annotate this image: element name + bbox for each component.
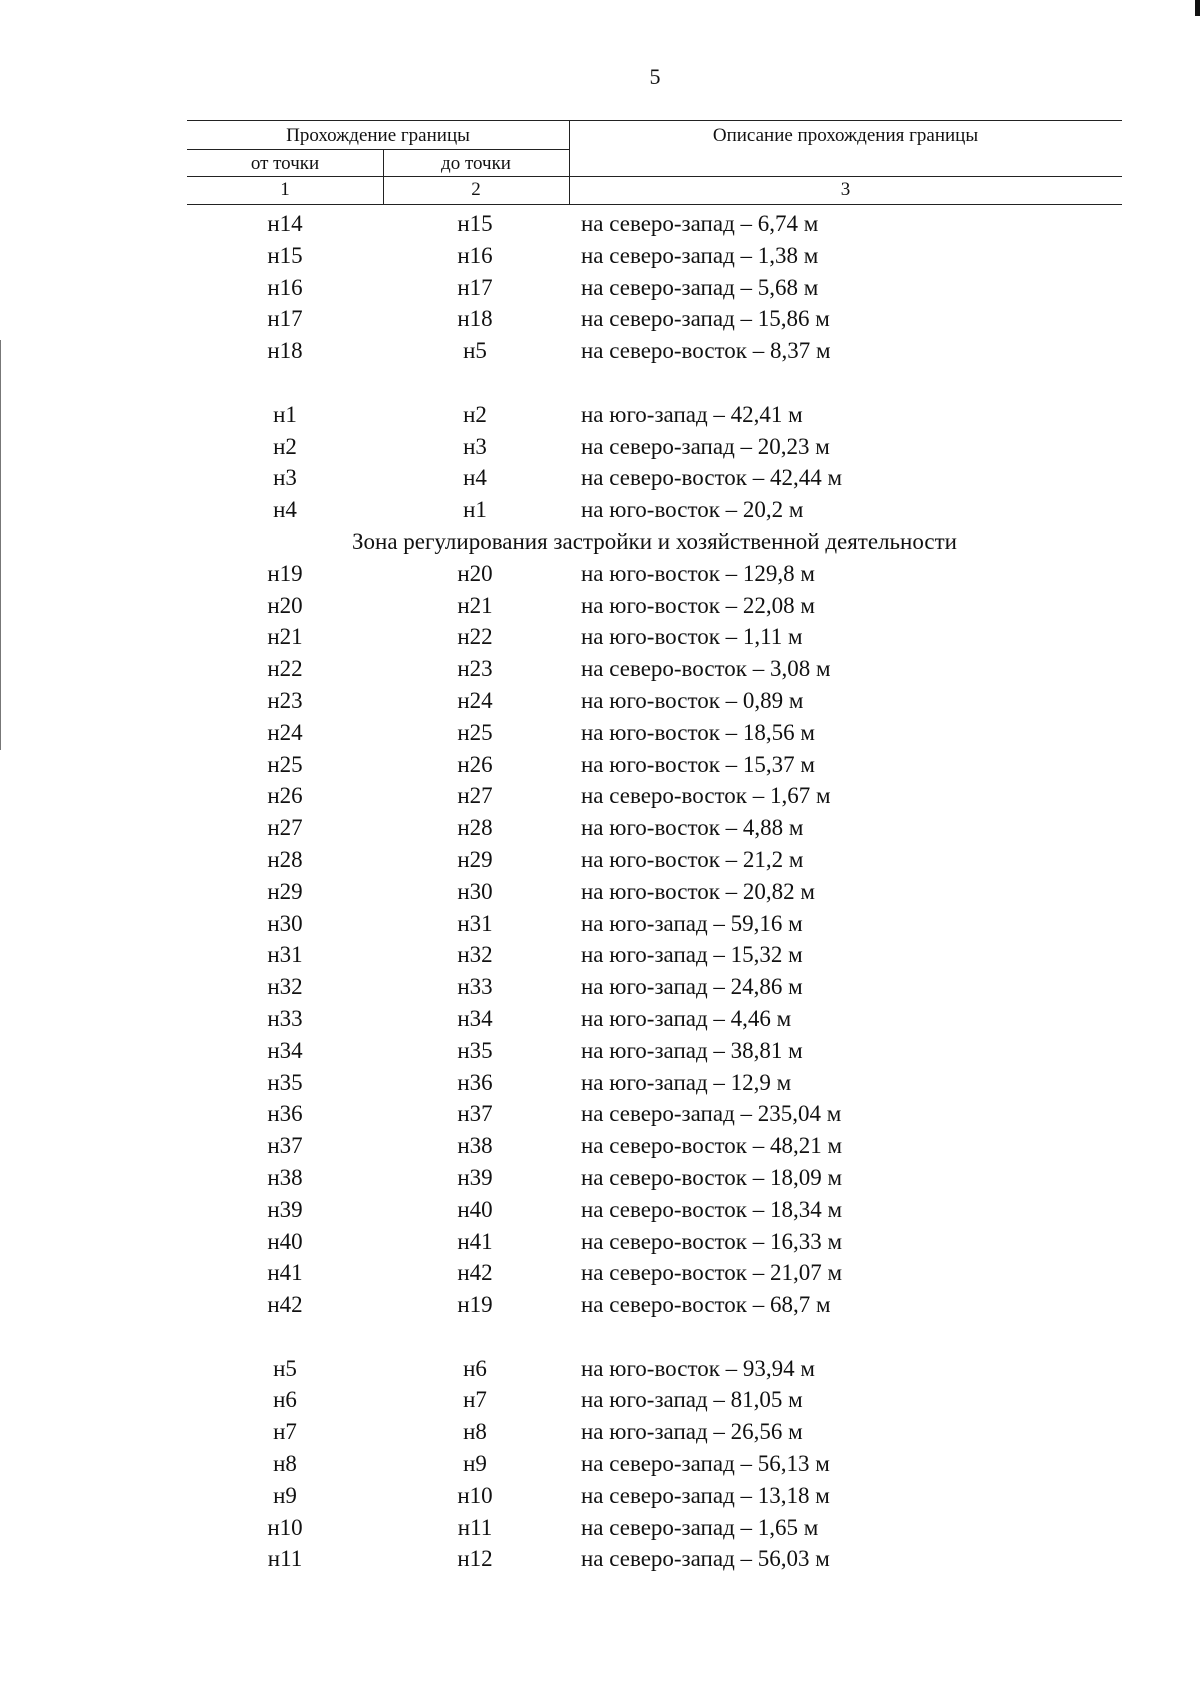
cell-from: н17 <box>267 306 303 332</box>
cell-to: н22 <box>457 624 493 650</box>
cell-description: на северо-запад – 6,74 м <box>581 211 819 236</box>
cell-from: н34 <box>267 1037 303 1063</box>
cell-to: н15 <box>457 211 493 236</box>
table-row <box>187 494 1122 526</box>
cell-to: н25 <box>457 719 493 745</box>
cell-to: н34 <box>457 1005 493 1031</box>
table-row <box>187 812 1122 844</box>
cell-from: н2 <box>273 433 297 459</box>
cell-description: на северо-восток – 68,7 м <box>581 1292 831 1318</box>
scan-edge-line <box>0 340 1 750</box>
cell-to: н19 <box>457 1292 493 1318</box>
cell-from: н10 <box>267 1514 303 1540</box>
cell-description: на юго-запад – 38,81 м <box>581 1037 803 1063</box>
table-row <box>187 208 1122 240</box>
cell-to: н31 <box>457 910 493 936</box>
cell-to: н5 <box>463 338 487 364</box>
cell-from: н5 <box>273 1355 297 1381</box>
table-row <box>187 876 1122 908</box>
cell-from: н26 <box>267 783 303 809</box>
blank-row <box>187 367 1122 399</box>
header-sub-rule <box>187 176 1122 177</box>
cell-from: н15 <box>267 242 303 268</box>
header-col-number-1: 1 <box>280 179 290 200</box>
cell-from: н4 <box>273 497 297 523</box>
blank-row <box>187 1321 1122 1353</box>
cell-from: н11 <box>267 1546 303 1572</box>
table-row <box>187 844 1122 876</box>
cell-description: на северо-восток – 3,08 м <box>581 656 831 682</box>
cell-from: н9 <box>273 1482 297 1508</box>
cell-description: на юго-восток – 22,08 м <box>581 592 815 618</box>
cell-description: на юго-запад – 15,32 м <box>581 942 803 968</box>
header-group-label: Прохождение границы <box>286 125 470 146</box>
table-row <box>187 462 1122 494</box>
cell-to: н35 <box>457 1037 493 1063</box>
cell-to: н40 <box>457 1196 493 1222</box>
table-row <box>187 1194 1122 1226</box>
cell-to: н38 <box>457 1133 493 1159</box>
cell-to: н26 <box>457 751 493 777</box>
table-row <box>187 590 1122 622</box>
cell-from: н41 <box>267 1260 303 1286</box>
cell-to: н12 <box>457 1546 493 1572</box>
cell-to: н27 <box>457 783 493 809</box>
cell-description: на юго-запад – 59,16 м <box>581 910 803 936</box>
cell-description: на северо-восток – 1,67 м <box>581 783 831 809</box>
header-to-label: до точки <box>441 153 511 174</box>
cell-to: н2 <box>463 401 487 427</box>
cell-description: на северо-восток – 16,33 м <box>581 1228 843 1254</box>
cell-from: н25 <box>267 751 303 777</box>
table-row <box>187 717 1122 749</box>
cell-from: н20 <box>267 592 303 618</box>
cell-from: н29 <box>267 878 303 904</box>
cell-from: н19 <box>267 560 303 586</box>
table-row <box>187 240 1122 272</box>
cell-from: н42 <box>267 1292 303 1318</box>
cell-description: на северо-запад – 1,38 м <box>581 242 819 268</box>
cell-from: н33 <box>267 1005 303 1031</box>
cell-to: н3 <box>463 433 487 459</box>
cell-from: н27 <box>267 815 303 841</box>
table-row <box>187 749 1122 781</box>
cell-to: н36 <box>457 1069 493 1095</box>
cell-description: на юго-восток – 129,8 м <box>581 560 815 586</box>
table-row <box>187 1384 1122 1416</box>
header-bottom-rule <box>187 204 1122 205</box>
table-row <box>187 558 1122 590</box>
table-row <box>187 1416 1122 1448</box>
table-row <box>187 1257 1122 1289</box>
cell-description: на северо-запад – 20,23 м <box>581 433 830 459</box>
table-row <box>187 653 1122 685</box>
cell-to: н23 <box>457 656 493 682</box>
cell-description: на юго-восток – 1,11 м <box>581 624 803 650</box>
cell-from: н6 <box>273 1387 297 1413</box>
table-row <box>187 939 1122 971</box>
cell-description: на северо-восток – 18,34 м <box>581 1196 843 1222</box>
cell-to: н37 <box>457 1101 493 1127</box>
cell-to: н30 <box>457 878 493 904</box>
cell-to: н4 <box>463 465 487 491</box>
cell-to: н11 <box>457 1514 493 1540</box>
cell-to: н42 <box>457 1260 493 1286</box>
cell-to: н1 <box>463 497 487 523</box>
table-row <box>187 1289 1122 1321</box>
cell-description: на северо-запад – 5,68 м <box>581 274 819 300</box>
cell-from: н1 <box>273 401 297 427</box>
table-row <box>187 685 1122 717</box>
cell-description: на юго-запад – 4,46 м <box>581 1005 792 1031</box>
table-row <box>187 908 1122 940</box>
cell-to: н16 <box>457 242 493 268</box>
cell-from: н28 <box>267 846 303 872</box>
cell-to: н7 <box>463 1387 487 1413</box>
cell-from: н37 <box>267 1133 303 1159</box>
table-row <box>187 1353 1122 1385</box>
cell-description: на северо-запад – 13,18 м <box>581 1482 830 1508</box>
table-row <box>187 431 1122 463</box>
cell-from: н39 <box>267 1196 303 1222</box>
cell-description: на юго-запад – 12,9 м <box>581 1069 792 1095</box>
cell-description: на юго-восток – 15,37 м <box>581 751 815 777</box>
cell-description: на юго-восток – 0,89 м <box>581 687 804 713</box>
cell-description: на юго-запад – 42,41 м <box>581 401 803 427</box>
cell-to: н6 <box>463 1355 487 1381</box>
cell-from: н16 <box>267 274 303 300</box>
table-row <box>187 1448 1122 1480</box>
cell-to: н17 <box>457 274 493 300</box>
header-col-number-2: 2 <box>471 179 481 200</box>
scan-edge-mark <box>1195 0 1200 16</box>
header-top-rule <box>187 120 1122 121</box>
cell-to: н29 <box>457 846 493 872</box>
cell-description: на юго-восток – 93,94 м <box>581 1355 815 1381</box>
section-title: Зона регулирования застройки и хозяйственной деятельности <box>352 528 957 554</box>
cell-description: на юго-восток – 20,2 м <box>581 497 804 523</box>
cell-from: н7 <box>273 1419 297 1445</box>
table-row <box>187 1543 1122 1575</box>
cell-to: н24 <box>457 687 493 713</box>
cell-from: н23 <box>267 687 303 713</box>
cell-to: н21 <box>457 592 493 618</box>
cell-from: н22 <box>267 656 303 682</box>
cell-description: на юго-восток – 20,82 м <box>581 878 815 904</box>
table-row <box>187 1130 1122 1162</box>
cell-from: н35 <box>267 1069 303 1095</box>
cell-from: н18 <box>267 338 303 364</box>
cell-from: н38 <box>267 1164 303 1190</box>
cell-from: н14 <box>267 211 303 236</box>
cell-from: н30 <box>267 910 303 936</box>
cell-from: н3 <box>273 465 297 491</box>
table-row <box>187 1162 1122 1194</box>
cell-description: на северо-запад – 235,04 м <box>581 1101 842 1127</box>
cell-to: н20 <box>457 560 493 586</box>
cell-description: на юго-восток – 21,2 м <box>581 846 804 872</box>
table-row <box>187 1512 1122 1544</box>
table-row <box>187 971 1122 1003</box>
cell-description: на северо-восток – 8,37 м <box>581 338 831 364</box>
cell-from: н24 <box>267 719 303 745</box>
table-row <box>187 399 1122 431</box>
table-row <box>187 1226 1122 1258</box>
cell-to: н39 <box>457 1164 493 1190</box>
cell-to: н10 <box>457 1482 493 1508</box>
header-col-number-3: 3 <box>840 179 851 200</box>
header-group-rule <box>187 149 569 150</box>
cell-description: на юго-запад – 24,86 м <box>581 974 803 1000</box>
cell-to: н41 <box>457 1228 493 1254</box>
cell-from: н36 <box>267 1101 303 1127</box>
cell-description: на северо-запад – 56,03 м <box>581 1546 830 1572</box>
table-row <box>187 1480 1122 1512</box>
table-body <box>187 208 1122 1575</box>
table-row <box>187 780 1122 812</box>
page-number: 5 <box>649 64 661 89</box>
cell-description: на юго-восток – 18,56 м <box>581 719 815 745</box>
cell-description: на юго-запад – 81,05 м <box>581 1387 803 1413</box>
table-row <box>187 1098 1122 1130</box>
cell-to: н33 <box>457 974 493 1000</box>
table-row <box>187 1035 1122 1067</box>
cell-description: на северо-запад – 56,13 м <box>581 1451 830 1477</box>
cell-description: на северо-восток – 42,44 м <box>581 465 843 491</box>
cell-to: н8 <box>463 1419 487 1445</box>
cell-to: н18 <box>457 306 493 332</box>
table-row <box>187 1067 1122 1099</box>
cell-to: н9 <box>463 1451 487 1477</box>
cell-from: н32 <box>267 974 303 1000</box>
table-row <box>187 335 1122 367</box>
header-desc-label: Описание прохождения границы <box>712 125 979 146</box>
cell-description: на юго-запад – 26,56 м <box>581 1419 803 1445</box>
table-row <box>187 621 1122 653</box>
cell-description: на северо-запад – 15,86 м <box>581 306 830 332</box>
cell-from: н21 <box>267 624 303 650</box>
cell-from: н31 <box>267 942 303 968</box>
cell-from: н8 <box>273 1451 297 1477</box>
cell-from: н40 <box>267 1228 303 1254</box>
header-from-label: от точки <box>250 153 320 174</box>
cell-description: на северо-запад – 1,65 м <box>581 1514 819 1540</box>
cell-to: н32 <box>457 942 493 968</box>
cell-description: на юго-восток – 4,88 м <box>581 815 804 841</box>
section-title-row <box>187 526 1122 558</box>
table-row <box>187 303 1122 335</box>
table-header <box>187 120 1122 206</box>
table-row <box>187 272 1122 304</box>
table-row <box>187 1003 1122 1035</box>
cell-description: на северо-восток – 18,09 м <box>581 1164 843 1190</box>
cell-description: на северо-восток – 48,21 м <box>581 1133 843 1159</box>
cell-to: н28 <box>457 815 493 841</box>
cell-description: на северо-восток – 21,07 м <box>581 1260 843 1286</box>
